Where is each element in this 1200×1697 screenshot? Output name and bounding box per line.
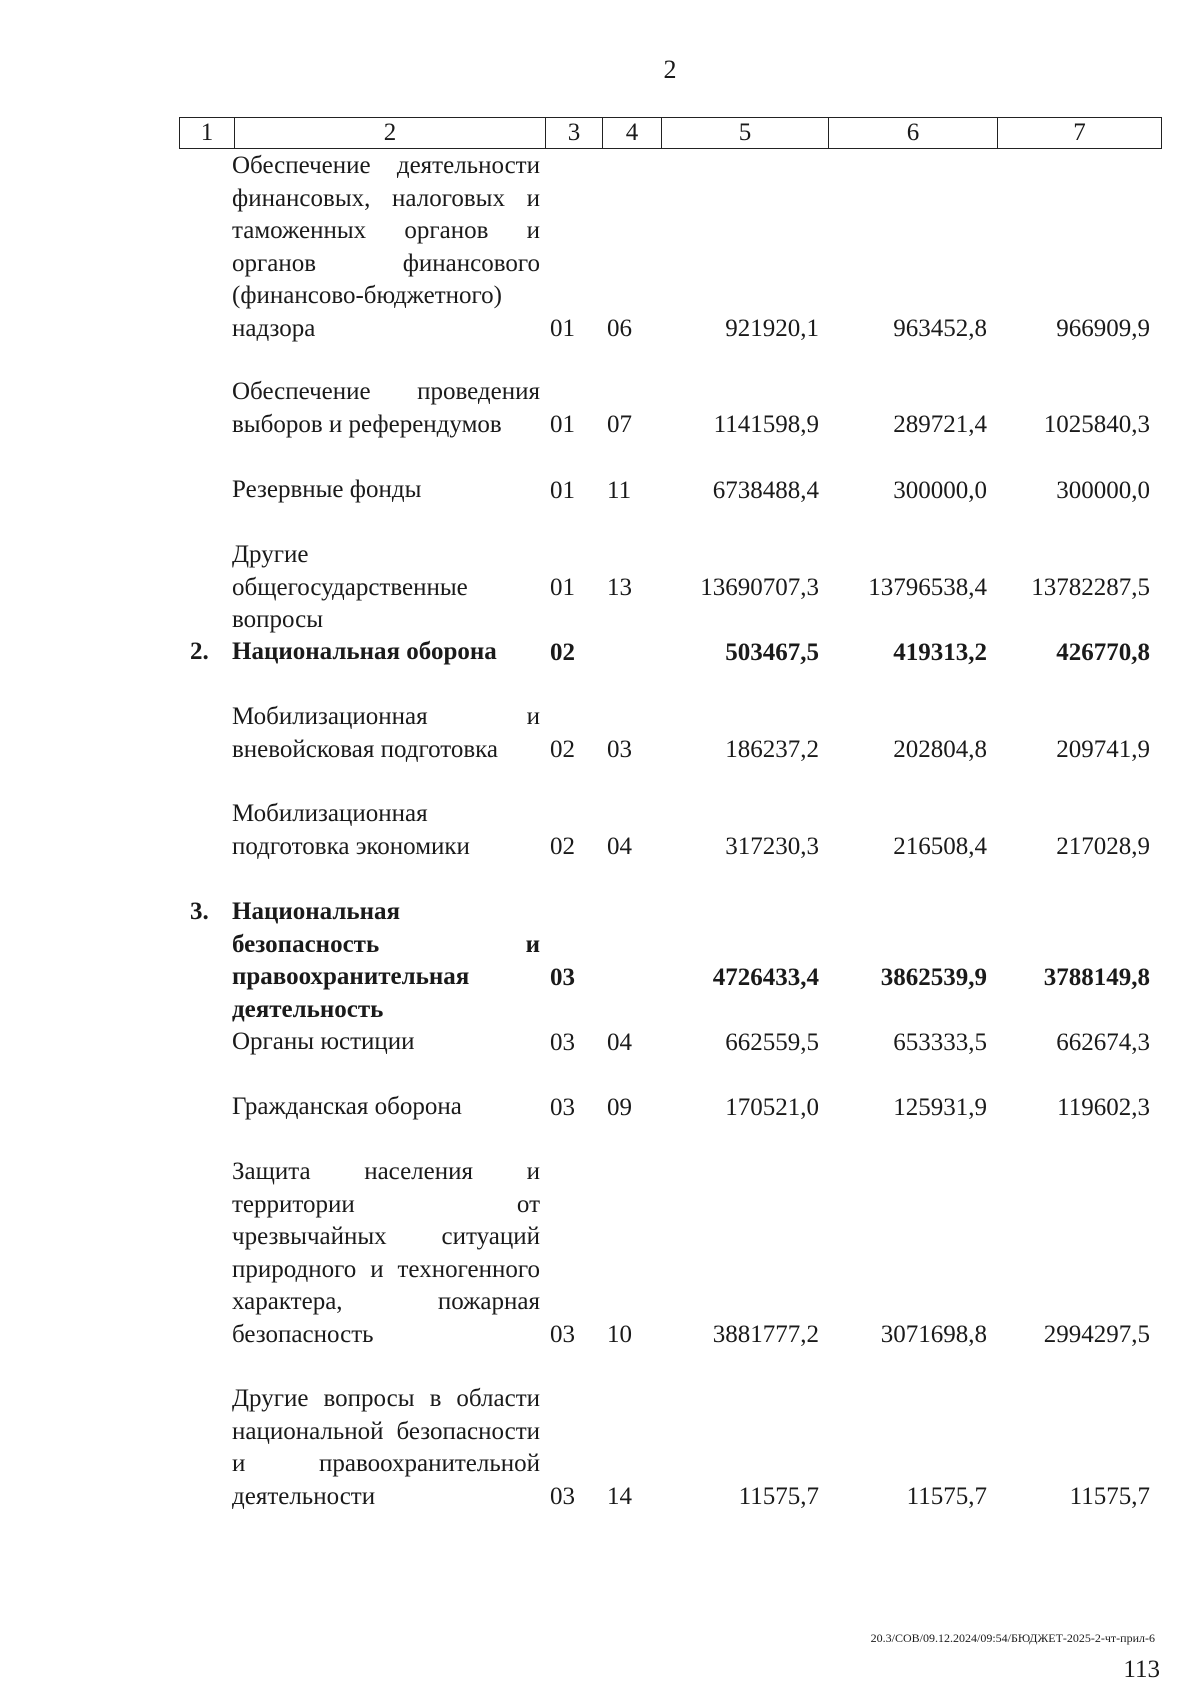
row-subsection-code: 10	[607, 1320, 632, 1348]
row-name: Другие вопросы в области национальной безопасности и правоохранительной деятельности	[232, 1385, 540, 1510]
row-value-col7: 11575,7	[1069, 1482, 1150, 1510]
table-row	[0, 539, 1200, 633]
row-value-col5: 6738488,4	[712, 476, 819, 504]
row-name: Обеспечение деятельности финансовых, налоговых и таможенных органов и органов финансового (финансово-бюджетного) надзора	[232, 152, 540, 342]
row-value-col6: 3862539,9	[880, 963, 987, 991]
row-value-col5: 170521,0	[725, 1093, 819, 1121]
table-row	[0, 1091, 1200, 1124]
row-value-col6: 13796538,4	[868, 573, 987, 601]
header-cell-6: 6	[829, 118, 998, 149]
header-cell-4: 4	[603, 118, 662, 149]
row-section-code: 03	[550, 963, 575, 991]
row-name: Другие общегосударственные вопросы	[232, 541, 468, 633]
row-number: 3.	[190, 898, 209, 925]
row-subsection-code: 13	[607, 573, 632, 601]
row-value-col5: 186237,2	[725, 735, 819, 763]
row-section-code: 03	[550, 1028, 575, 1056]
row-section-code: 03	[550, 1482, 575, 1510]
table-row	[0, 1156, 1200, 1351]
header-cell-3: 3	[546, 118, 603, 149]
row-name: Национальная оборона	[232, 638, 497, 665]
table-row-section	[0, 636, 1200, 669]
row-value-col6: 653333,5	[893, 1028, 987, 1056]
row-value-col7: 426770,8	[1056, 638, 1150, 666]
row-section-code: 02	[550, 735, 575, 763]
row-value-col6: 3071698,8	[880, 1320, 987, 1348]
row-subsection-code: 04	[607, 832, 632, 860]
row-value-col5: 317230,3	[725, 832, 819, 860]
row-number: 2.	[190, 638, 209, 665]
row-name: Гражданская оборона	[232, 1093, 462, 1120]
row-name: Мобилизационная и вневойсковая подготовка	[232, 703, 540, 763]
row-value-col7: 119602,3	[1057, 1093, 1150, 1121]
row-value-col6: 202804,8	[893, 735, 987, 763]
document-footer-code: 20.3/СОВ/09.12.2024/09:54/БЮДЖЕТ-2025-2-чт-прил-6	[870, 1631, 1155, 1645]
header-cell-2: 2	[235, 118, 546, 149]
table-row	[0, 474, 1200, 507]
row-section-code: 01	[550, 476, 575, 504]
row-name: Национальная безопасность и правоохранительная деятельность	[232, 898, 540, 1023]
row-value-col5: 921920,1	[725, 314, 819, 342]
row-value-col7: 300000,0	[1056, 476, 1150, 504]
row-value-col6: 216508,4	[893, 832, 987, 860]
header-cell-5: 5	[662, 118, 829, 149]
header-cell-1: 1	[180, 118, 235, 149]
row-name: Мобилизационная подготовка экономики	[232, 800, 470, 860]
page-number-top: 2	[663, 55, 677, 84]
table-row	[0, 798, 1200, 863]
row-value-col7: 662674,3	[1056, 1028, 1150, 1056]
table-row	[0, 1383, 1200, 1513]
row-value-col7: 209741,9	[1056, 735, 1150, 763]
row-subsection-code: 07	[607, 410, 632, 438]
row-section-code: 03	[550, 1093, 575, 1121]
column-number-header	[179, 117, 1162, 149]
row-value-col5: 1141598,9	[713, 410, 819, 438]
row-value-col5: 11575,7	[738, 1482, 819, 1510]
row-name: Резервные фонды	[232, 476, 422, 503]
row-value-col6: 289721,4	[893, 410, 987, 438]
row-subsection-code: 04	[607, 1028, 632, 1056]
row-subsection-code: 06	[607, 314, 632, 342]
row-value-col6: 963452,8	[893, 314, 987, 342]
row-section-code: 02	[550, 638, 575, 666]
row-value-col6: 11575,7	[906, 1482, 987, 1510]
table-row	[0, 150, 1200, 345]
table-row	[0, 376, 1200, 441]
row-value-col7: 1025840,3	[1043, 410, 1150, 438]
page-number-bottom: 113	[1123, 1656, 1160, 1683]
header-cell-7: 7	[998, 118, 1162, 149]
header-row	[180, 118, 1162, 149]
row-name: Органы юстиции	[232, 1028, 415, 1055]
row-value-col7: 13782287,5	[1031, 573, 1150, 601]
row-value-col6: 125931,9	[893, 1093, 987, 1121]
row-value-col5: 13690707,3	[700, 573, 819, 601]
table-row-section	[0, 896, 1200, 1023]
row-value-col5: 3881777,2	[712, 1320, 819, 1348]
row-subsection-code: 14	[607, 1482, 632, 1510]
row-section-code: 02	[550, 832, 575, 860]
row-value-col7: 966909,9	[1056, 314, 1150, 342]
row-subsection-code: 11	[607, 476, 632, 504]
row-value-col6: 419313,2	[893, 638, 987, 666]
table-row	[0, 701, 1200, 766]
row-value-col5: 662559,5	[725, 1028, 819, 1056]
row-value-col7: 217028,9	[1056, 832, 1150, 860]
row-section-code: 01	[550, 410, 575, 438]
row-name: Обеспечение проведения выборов и референдумов	[232, 378, 540, 438]
row-name: Защита населения и территории от чрезвычайных ситуаций природного и техногенного характера, пожарная безопасность	[232, 1158, 540, 1348]
row-subsection-code: 09	[607, 1093, 632, 1121]
row-value-col7: 3788149,8	[1043, 963, 1150, 991]
row-section-code: 03	[550, 1320, 575, 1348]
row-subsection-code: 03	[607, 735, 632, 763]
row-section-code: 01	[550, 573, 575, 601]
row-value-col5: 503467,5	[725, 638, 819, 666]
row-section-code: 01	[550, 314, 575, 342]
row-value-col5: 4726433,4	[712, 963, 819, 991]
table-row	[0, 1026, 1200, 1059]
row-value-col6: 300000,0	[893, 476, 987, 504]
row-value-col7: 2994297,5	[1043, 1320, 1150, 1348]
